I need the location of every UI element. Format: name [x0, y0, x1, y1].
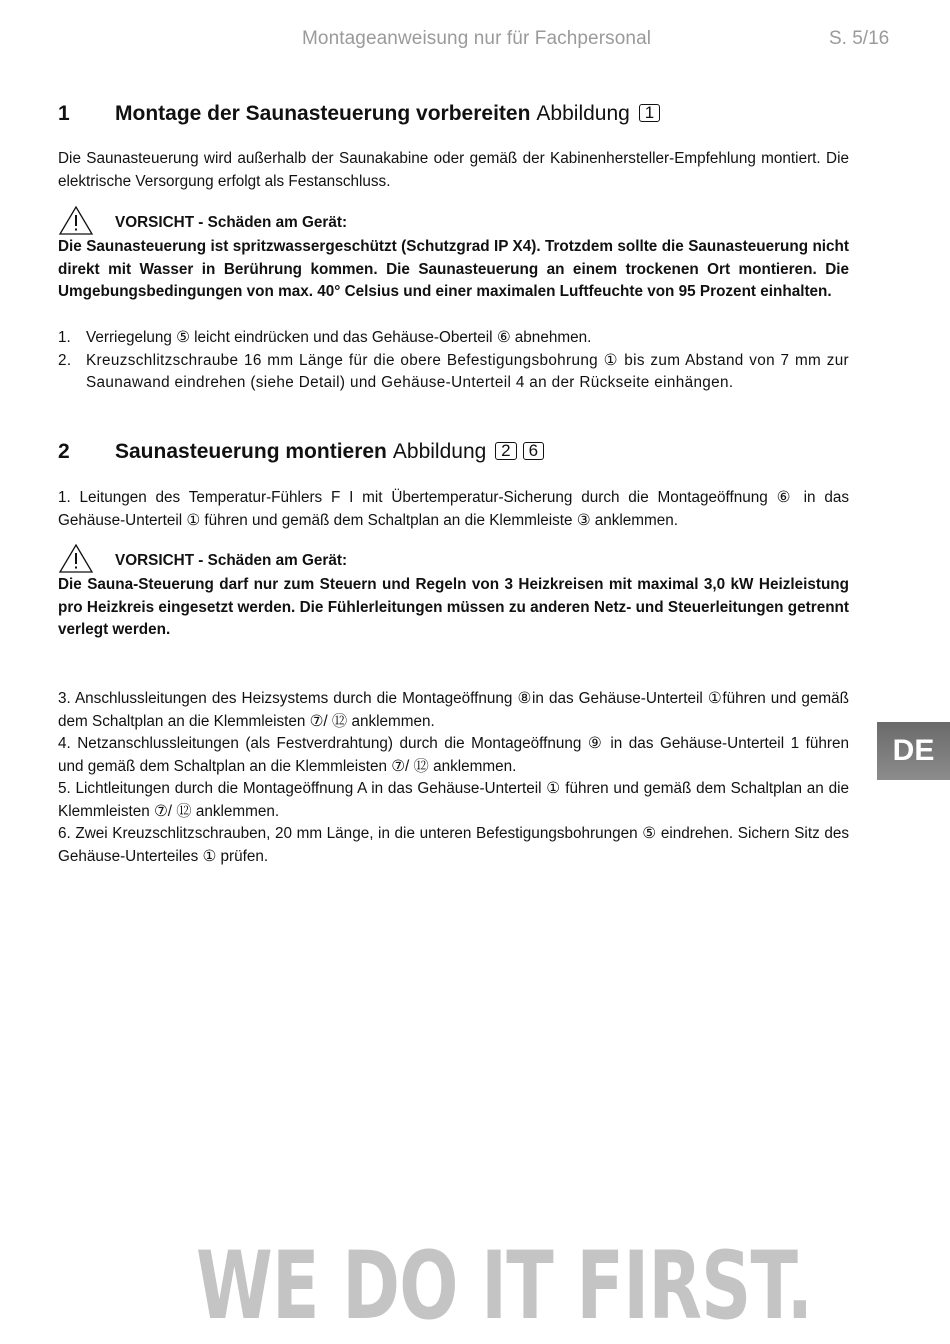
warning-2-label: VORSICHT - Schäden am Gerät: [115, 552, 348, 569]
section-1-steps [58, 327, 849, 395]
figure-ref-1: 1 [639, 104, 660, 122]
section-1 [58, 100, 849, 128]
section-2-number: 2 [58, 440, 70, 463]
list-item: 6. Zwei Kreuzschlitzschrauben, 20 mm Länge, in die unteren Befestigungsbohrungen ⑤ eindrehen. Sichern Sitz des Gehäuse-Unterteiles ① prüfen. [58, 825, 849, 865]
list-item: 4. Netzanschlussleitungen (als Festverdrahtung) durch die Montageöffnung ⑨ in das Gehäuse-Unterteil 1 führen und gemäß dem Schaltplan an die Klemmleisten ⑦/ ⑫ anklemmen. [58, 735, 849, 775]
list-item: 3. Anschlussleitungen des Heizsystems durch die Montageöffnung ⑧in das Gehäuse-Unterteil ①führen und gemäß dem Schaltplan an die Klemmleisten ⑦/ ⑫ anklemmen. [58, 690, 849, 730]
warning-2 [58, 543, 849, 642]
section-2 [58, 438, 849, 466]
figure-label: Abbildung [392, 440, 487, 463]
list-item: 5. Lichtleitungen durch die Montageöffnung A in das Gehäuse-Unterteil ① führen und gemäß dem Schaltplan an die Klemmleisten ⑦/ ⑫ anklemmen. [58, 780, 849, 820]
section-1-intro: Die Saunasteuerung wird außerhalb der Saunakabine oder gemäß der Kabinenhersteller-Empfehlung montiert. Die elektrische Versorgung erfolgt als Festanschluss. [58, 150, 849, 190]
warning-triangle-icon [58, 205, 94, 236]
header-title: Montageanweisung nur für Fachpersonal [302, 28, 652, 49]
language-tab-de: DE [877, 722, 950, 780]
warning-1-text: Die Saunasteuerung ist spritzwassergeschützt (Schutzgrad IP X4). Trotzdem sollte die Saunasteuerung nicht direkt mit Wasser in Berührung kommen. Die Saunasteuerung an einem trockenen Ort montieren. Die Umgebungsbedingungen von max. 40° Celsius und einer maximalen Luftfeuchte von 95 Prozent einhalten. [58, 238, 849, 300]
section-2-steps [58, 688, 849, 868]
section-2-title: Saunasteuerung montieren [115, 440, 387, 463]
list-item: 1. Verriegelung ⑤ leicht eindrücken und das Gehäuse-Oberteil ⑥ abnehmen. [58, 329, 592, 346]
warning-triangle-icon [58, 543, 94, 574]
slogan: WE DO IT FIRST. [196, 1232, 813, 1341]
section-1-heading [58, 100, 849, 128]
warning-1-label: VORSICHT - Schäden am Gerät: [115, 214, 348, 231]
figure-label: Abbildung [536, 102, 630, 125]
section-1-number: 1 [58, 102, 70, 125]
figure-ref-2: 2 [495, 442, 516, 460]
warning-2-text: Die Sauna-Steuerung darf nur zum Steuern und Regeln von 3 Heizkreisen mit maximal 3,0 kW Heizleistung pro Heizkreis eingesetzt werden. Die Fühlerleitungen müssen zu anderen Netz- und Steuerleitungen getrennt verlegt werden. [58, 576, 849, 638]
section-2-heading [58, 438, 849, 466]
section-2-step-1: 1. Leitungen des Temperatur-Fühlers F I mit Übertemperatur-Sicherung durch die Montageöffnung ⑥ in das Gehäuse-Unterteil ① führen und gemäß dem Schaltplan an die Klemmleiste ③ anklemmen. [58, 489, 849, 529]
figure-ref-6: 6 [523, 442, 544, 460]
section-1-title: Montage der Saunasteuerung vorbereiten [115, 102, 531, 125]
list-item: 2. Kreuzschlitzschraube 16 mm Länge für die obere Befestigungsbohrung ① bis zum Abstand von 7 mm zur Saunawand eindrehen (siehe Detail) und Gehäuse-Unterteil 4 an der Rückseite einhängen. [58, 351, 849, 391]
warning-1 [58, 205, 849, 304]
page-number: S. 5/16 [829, 28, 890, 49]
